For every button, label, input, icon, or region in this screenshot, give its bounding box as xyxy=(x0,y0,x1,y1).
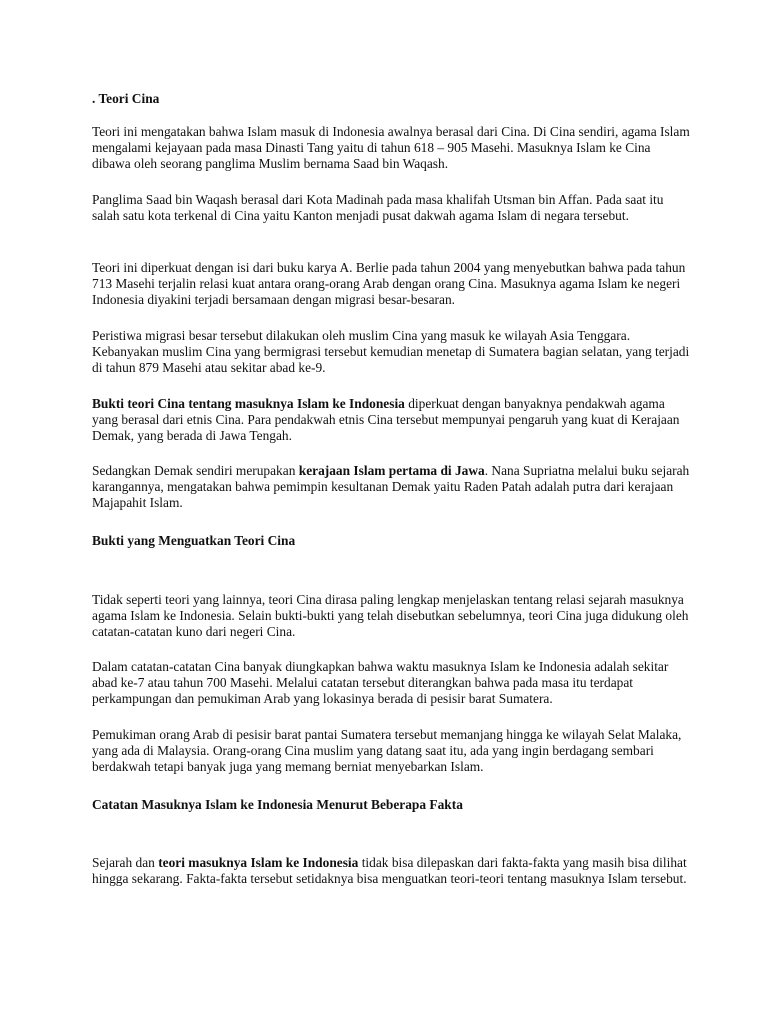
paragraph-text: Sejarah dan xyxy=(92,855,159,870)
paragraph-1: Teori ini mengatakan bahwa Islam masuk di Indonesia awalnya berasal dari Cina. Di Cina sendiri, agama Islam mengalami kejayaan pada masa Dinasti Tang yaitu di tahun 618 – 905 Masehi. Masuknya Islam ke Cina dibawa oleh seorang panglima Muslim bernama Saad bin Waqash. xyxy=(92,124,690,172)
paragraph-5 xyxy=(92,396,692,445)
bold-phrase: Bukti teori Cina tentang masuknya Islam ke Indonesia xyxy=(92,396,405,411)
paragraph-8: Dalam catatan-catatan Cina banyak diungkapkan bahwa waktu masuknya Islam ke Indonesia adalah sekitar abad ke-7 atau tahun 700 Masehi. Melalui catatan tersebut diterangkan bahwa pada masa itu terdapat perkampungan dan pemukiman Arab yang lokasinya berada di pesisir barat Sumatera. xyxy=(92,659,669,707)
heading-teori-cina: . Teori Cina xyxy=(92,91,160,106)
bold-phrase: kerajaan Islam pertama di Jawa xyxy=(298,463,485,478)
heading-bukti: Bukti yang Menguatkan Teori Cina xyxy=(92,533,296,548)
paragraph-2: Panglima Saad bin Waqash berasal dari Kota Madinah pada masa khalifah Utsman bin Affan. Pada saat itu salah satu kota terkenal di Cina yaitu Kanton menjadi pusat dakwah agama Islam di negara tersebut. xyxy=(92,192,664,224)
heading-catatan: Catatan Masuknya Islam ke Indonesia Menurut Beberapa Fakta xyxy=(92,797,463,812)
paragraph-3: Teori ini diperkuat dengan isi dari buku karya A. Berlie pada tahun 2004 yang menyebutkan bahwa pada tahun 713 Masehi terjalin relasi kuat antara orang-orang Arab dengan orang Cina. Masuknya agama Islam ke negeri Indonesia diyakini terjadi bersamaan dengan migrasi besar-besaran. xyxy=(92,260,686,308)
paragraph-6 xyxy=(92,463,692,512)
paragraph-text: diperkuat dengan banyaknya pendakwah agama yang berasal dari etnis Cina. Para pendakwah etnis Cina tersebut mempunyai pengaruh yang kuat di Kerajaan Demak, yang berada di Jawa Tengah. xyxy=(92,396,680,444)
paragraph-text: Sedangkan Demak sendiri merupakan xyxy=(92,463,299,478)
paragraph-9: Pemukiman orang Arab di pesisir barat pantai Sumatera tersebut memanjang hingga ke wilayah Selat Malaka, yang ada di Malaysia. Orang-orang Cina muslim yang datang saat itu, ada yang ingin berdagang sembari berdakwah tetapi banyak juga yang memang berniat menyebarkan Islam. xyxy=(92,727,682,775)
bold-phrase: teori masuknya Islam ke Indonesia xyxy=(158,855,359,870)
paragraph-text: . Nana Supriatna melalui buku sejarah karangannya, mengatakan bahwa pemimpin kesultanan Demak yaitu Raden Patah adalah putra dari kerajaan Majapahit Islam. xyxy=(92,463,690,511)
paragraph-7: Tidak seperti teori yang lainnya, teori Cina dirasa paling lengkap menjelaskan tentang relasi sejarah masuknya agama Islam ke Indonesia. Selain bukti-bukti yang telah disebutkan sebelumnya, teori Cina juga didukung oleh catatan-catatan kuno dari negeri Cina. xyxy=(92,592,689,640)
paragraph-10 xyxy=(92,855,692,887)
paragraph-4: Peristiwa migrasi besar tersebut dilakukan oleh muslim Cina yang masuk ke wilayah Asia Tenggara. Kebanyakan muslim Cina yang bermigrasi tersebut kemudian menetap di Sumatera bagian selatan, yang terjadi di tahun 879 Masehi atau sekitar abad ke-9. xyxy=(92,328,690,376)
paragraph-text: tidak bisa dilepaskan dari fakta-fakta yang masih bisa dilihat hingga sekarang. Fakta-fakta tersebut setidaknya bisa menguatkan teori-teori tentang masuknya Islam tersebut. xyxy=(92,855,687,887)
